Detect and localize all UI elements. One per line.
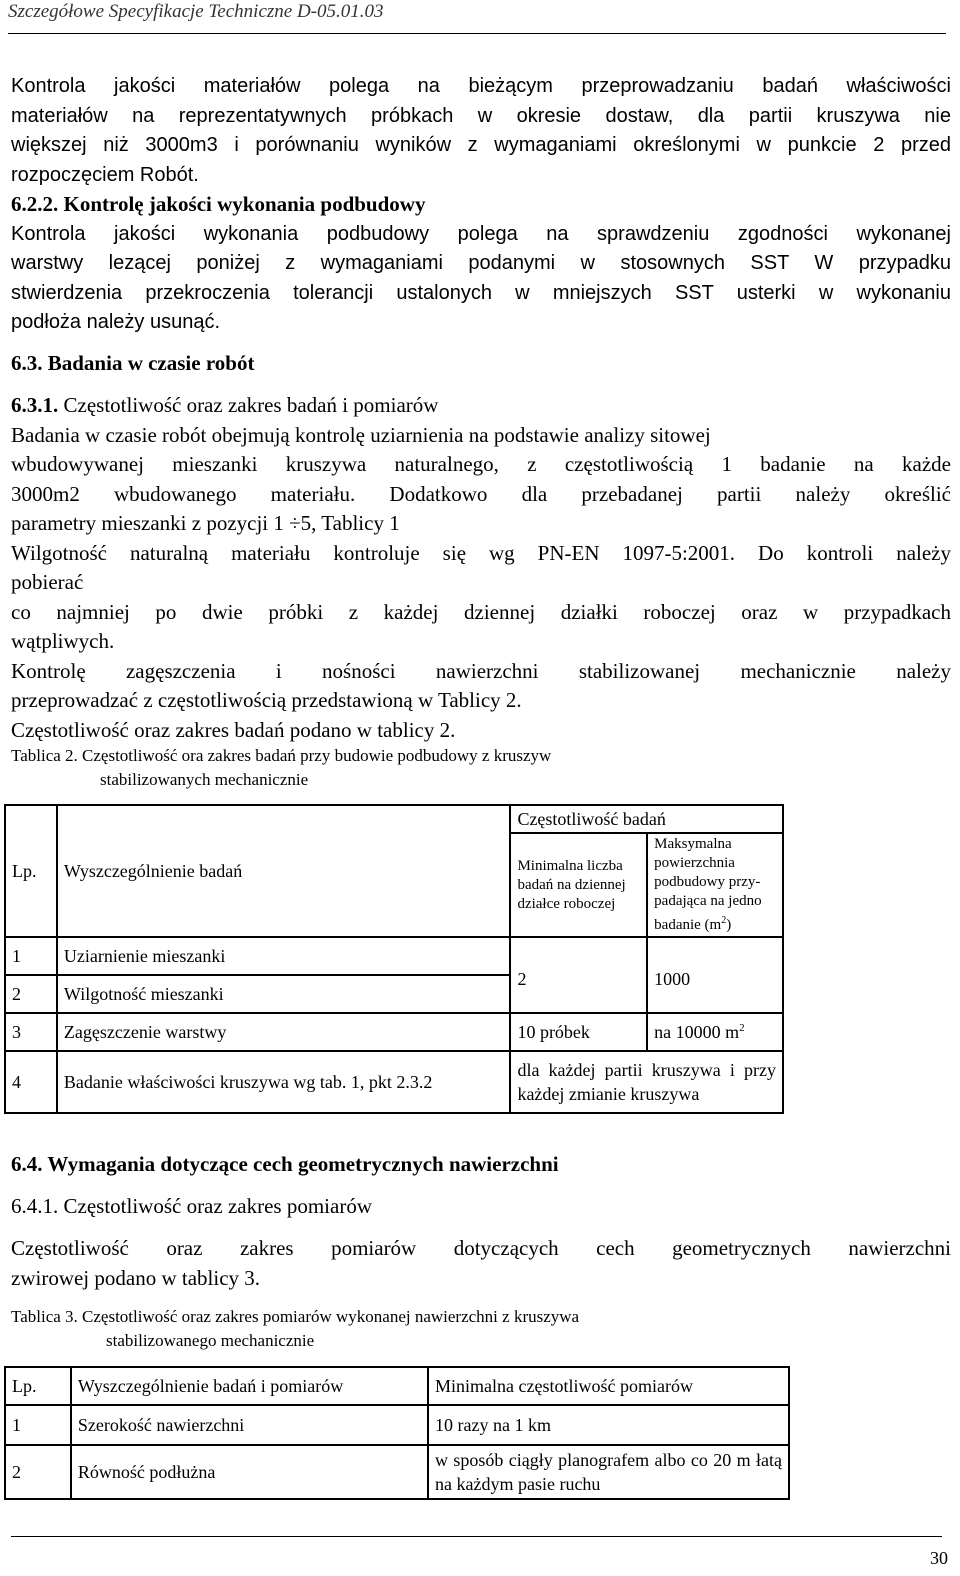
- section-line: Kontrolę zagęszczenia i nośności nawierzchni stabilizowanej mechanicznie należy: [11, 658, 951, 683]
- table2-header-min: Minimalna liczba badań na dziennej działce roboczej: [510, 833, 647, 937]
- table2-cell-max-text: na 10000 m: [654, 1021, 740, 1042]
- table-row: [5, 937, 783, 975]
- table2-cell-lp: 4: [5, 1051, 57, 1113]
- table3-cell-name: Równość podłużna: [71, 1445, 428, 1499]
- header-title: Szczegółowe Specyfikacje Techniczne D-05.01.03: [8, 1, 384, 22]
- intro-line: rozpoczęciem Robót.: [11, 163, 199, 186]
- section-line: zwirowej podano w tablicy 3.: [11, 1265, 261, 1290]
- section-line: przeprowadzać z częstotliwością przedstawioną w Tablicy 2.: [11, 688, 522, 712]
- table3-cell-name: Szerokość nawierzchni: [71, 1405, 428, 1445]
- section-number: 6.3.1.: [11, 393, 59, 417]
- section-line: Częstotliwość oraz zakres pomiarów dotyczących cech geometrycznych nawierzchni: [11, 1236, 951, 1260]
- section-6-4-heading: 6.4. Wymagania dotyczące cech geometrycznych nawierzchni: [11, 1152, 559, 1176]
- table2-cell-name: Uziarnienie mieszanki: [57, 937, 511, 975]
- section-heading: 6.2.2. Kontrolę jakości wykonania podbudowy: [11, 192, 426, 216]
- table-3: [4, 1366, 790, 1500]
- intro-line: większej niż 3000m3 i porównaniu wyników z wymaganiami określonymi w punkcie 2 przed: [11, 134, 951, 156]
- intro-line: materiałów na reprezentatywnych próbkach w okresie dostaw, dla partii kruszywa nie: [11, 104, 951, 127]
- table2-cell-name: Badanie właściwości kruszywa wg tab. 1, pkt 2.3.2: [57, 1051, 511, 1113]
- table2-header-lp: Lp.: [5, 805, 57, 937]
- section-line: co najmniej po dwie próbki z każdej dziennej działki roboczej oraz w przypadkach: [11, 599, 951, 624]
- section-line: wbudowywanej mieszanki kruszywa naturalnego, z częstotliwością 1 badanie na każde: [11, 452, 951, 476]
- footer-rule: [11, 1536, 942, 1537]
- table2-caption: [11, 744, 551, 792]
- table2-cell-min: 2: [510, 937, 647, 1013]
- table3-cell-lp: 2: [5, 1445, 71, 1499]
- header-rule: [8, 33, 946, 34]
- section-line: parametry mieszanki z pozycji 1 ÷5, Tablicy 1: [11, 511, 400, 535]
- table2-header-max: [647, 833, 783, 937]
- section-line: wątpliwych.: [11, 629, 115, 653]
- table2-caption-line: stabilizowanych mechanicznie: [100, 770, 309, 789]
- section-line: pobierać: [11, 570, 84, 594]
- section-6-4-1-paragraph: [11, 1234, 951, 1293]
- section-6-2-2: [11, 190, 951, 338]
- table-row: [5, 1013, 783, 1051]
- table2-cell-max-sup: 2: [739, 1021, 745, 1034]
- table-row: [5, 1445, 789, 1499]
- table3-cell-frequency: 10 razy na 1 km: [428, 1405, 789, 1445]
- intro-paragraph: [11, 72, 951, 190]
- table-row: [5, 1051, 783, 1113]
- section-6-3-1: [11, 391, 951, 745]
- table2-cell-name: Wilgotność mieszanki: [57, 975, 511, 1013]
- table2-cell-lp: 2: [5, 975, 57, 1013]
- section-line: Wilgotność naturalną materiału kontroluje się wg PN-EN 1097-5:2001. Do kontroli należy: [11, 540, 951, 565]
- section-line: warstwy lezącej poniżej z wymaganiami podanymi w stosownych SST W przypadku: [11, 252, 951, 274]
- table2-cell-max: [647, 1013, 783, 1051]
- table2-header-name: Wyszczególnienie badań: [57, 805, 511, 937]
- table2-cell-min: 10 próbek: [510, 1013, 647, 1051]
- table2-cell-frequency: dla każdej partii kruszywa i przy każdej zmianie kruszywa: [510, 1051, 783, 1113]
- intro-line: Kontrola jakości materiałów polega na bieżącym przeprowadzaniu badań właściwości: [11, 75, 951, 97]
- page-number: 30: [930, 1548, 948, 1568]
- table2-cell-name: Zagęszczenie warstwy: [57, 1013, 511, 1051]
- table2-header-max-end: ): [726, 917, 732, 933]
- section-title: Częstotliwość oraz zakres badań i pomiarów: [63, 393, 439, 417]
- section-line: podłoża należy usunąć.: [11, 311, 221, 333]
- table3-cell-frequency: w sposób ciągły planografem albo co 20 m łatą na każdym pasie ruchu: [428, 1445, 789, 1499]
- table3-caption: [11, 1305, 579, 1353]
- section-line: Badania w czasie robót obejmują kontrolę uziarnienia na podstawie analizy sitowej: [11, 422, 711, 447]
- table3-cell-lp: 1: [5, 1405, 71, 1445]
- table3-caption-line: stabilizowanego mechanicznie: [106, 1331, 315, 1350]
- table3-header-lp: Lp.: [5, 1367, 71, 1405]
- section-6-3-heading: 6.3. Badania w czasie robót: [11, 351, 255, 375]
- table-row: [5, 1367, 789, 1405]
- table-row: [5, 1405, 789, 1445]
- section-heading: [11, 391, 951, 421]
- section-6-4-1-heading: 6.4.1. Częstotliwość oraz zakres pomiarów: [11, 1194, 372, 1218]
- table2-header-max-text: Maksymalna powierzchnia podbudowy przy-padająca na jedno badanie (m: [654, 836, 762, 933]
- table2-cell-max: 1000: [647, 937, 783, 1013]
- table2-cell-lp: 3: [5, 1013, 57, 1051]
- table2-caption-line: Tablica 2. Częstotliwość ora zakres badań przy budowie podbudowy z kruszyw: [11, 746, 552, 765]
- section-line: stwierdzenia przekroczenia tolerancji ustalonych w mniejszych SST usterki w wykonaniu: [11, 281, 951, 304]
- table3-caption-line: Tablica 3. Częstotliwość oraz zakres pomiarów wykonanej nawierzchni z kruszywa: [11, 1307, 580, 1326]
- section-line: Częstotliwość oraz zakres badań podano w tablicy 2.: [11, 717, 456, 742]
- table2-header-frequency: Częstotliwość badań: [510, 805, 783, 833]
- table2-header-max-sup: 2: [721, 915, 727, 926]
- table3-header-name: Wyszczególnienie badań i pomiarów: [71, 1367, 428, 1405]
- table-2: [4, 804, 784, 1114]
- table2-cell-lp: 1: [5, 937, 57, 975]
- section-line: 3000m2 wbudowanego materiału. Dodatkowo dla przebadanej partii należy określić: [11, 481, 951, 506]
- section-line: Kontrola jakości wykonania podbudowy polega na sprawdzeniu zgodności wykonanej: [11, 222, 951, 245]
- table3-header-frequency: Minimalna częstotliwość pomiarów: [428, 1367, 789, 1405]
